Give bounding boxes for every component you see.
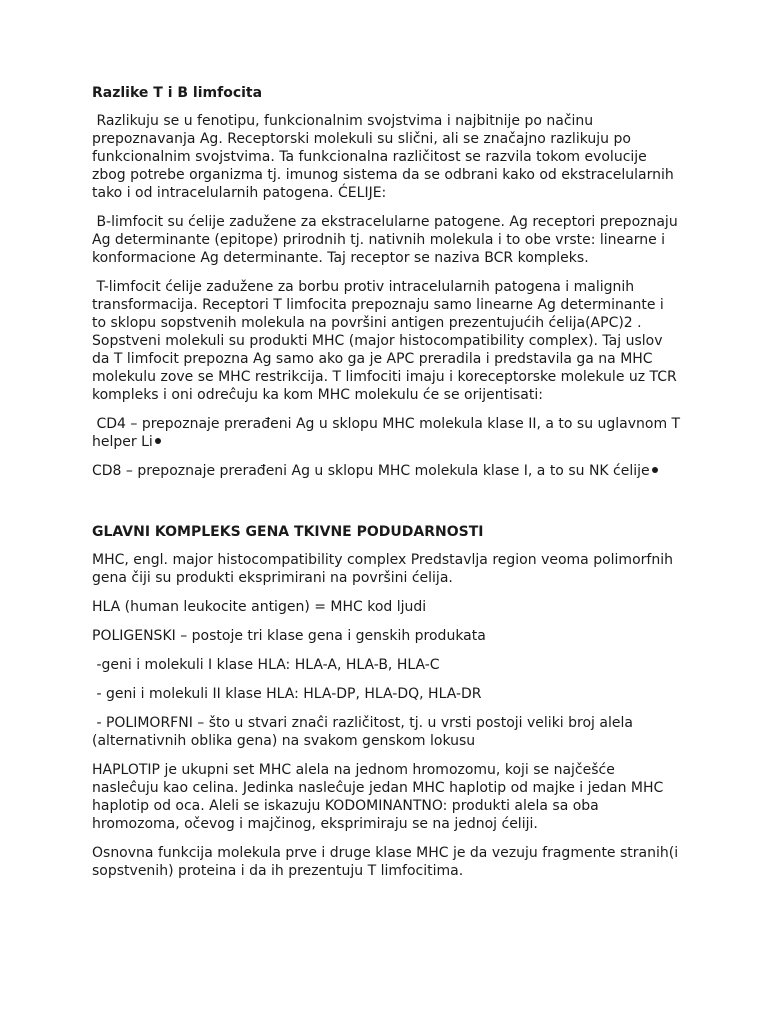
paragraph-intro: Razlikuju se u fenotipu, funkcionalnim svojstvima i najbitnije po načinu prepoznavanja Ag. Receptorski molekuli su slični, ali se značajno razlikuju po funkcionalnim svojstvima. Ta funkcionalna različitost se razvila tokom evolucije zbog potrebe organizma tj. imunog sistema da se odbrani kako od ekstracelularnih tako i od intracelularnih patogena. ĆELIJE: [92,113,679,201]
paragraph-function: Osnovna funkcija molekula prve i druge klase MHC je da vezuju fragmente stranih(i sopstvenih) proteina i da ih prezentuju T limfocitima. [92,845,683,879]
paragraph-mhc-definition: MHC, engl. major histocompatibility complex Predstavlja region veoma polimorfnih gena čiji su produkti eksprimirani na površini ćelija. [92,552,678,586]
paragraph-class-two: - geni i molekuli II klase HLA: HLA-DP, HLA-DQ, HLA-DR [92,686,482,702]
paragraph-class-one: -geni i molekuli I klase HLA: HLA-A, HLA-B, HLA-C [92,657,440,673]
paragraph-cd8 [92,462,682,480]
paragraph-t-lymphocyte: T-limfocit ćelije zadužene za borbu protiv intracelularnih patogena i malignih transformacija. Receptori T limfocita prepoznaju samo linearne Ag determinante i to sklopu sopstvenih molekula na površini antigen prezentujućih ćelija(APC)2 . Sopstveni molekuli su produkti MHC (major histocompatibility complex). Taj uslov da T limfocit prepozna Ag samo ako ga je APC preradila i predstavila ga na MHC molekulu zove se MHC restrikcija. T limfociti imaju i koreceptorske molekule uz TCR kompleks i oni odreĉuju ka kom MHC molekulu će se orijentisati: [92,279,682,403]
paragraph-b-lymphocyte: B-limfocit su ćelije zadužene za ekstracelularne patogene. Ag receptori prepoznaju Ag determinante (epitope) prirodnih tj. nativnih molekula i to obe vrste: linearne i konformacione Ag determinante. Taj receptor se naziva BCR kompleks. [92,214,683,266]
paragraph-cd4 [92,415,685,451]
section-title-mhc: GLAVNI KOMPLEKS GENA TKIVNE PODUDARNOSTI [92,524,484,540]
cd8-text: CD8 – prepoznaje prerađeni Ag u sklopu MHC molekula klase I, a to su NK ćelije [92,463,650,479]
section-spacer [92,491,682,523]
paragraph-hla: HLA (human leukocite antigen) = MHC kod ljudi [92,599,427,615]
document-page [92,84,685,891]
paragraph-poligenski: POLIGENSKI – postoje tri klase gena i genskih produkata [92,628,486,644]
bullet-icon [652,467,658,473]
bullet-icon [155,438,161,444]
paragraph-haplotip: HAPLOTIP je ukupni set MHC alela na jednom hromozomu, koji se najčešće nasleĉuju kao celina. Jedinka nasleĉuje jedan MHC haplotip od majke i jedan MHC haplotip od oca. Aleli se iskazuju KODOMINANTNO: produkti alela sa oba hromozoma, očevog i majčinog, eksprimiraju se na jednoj ćeliji. [92,762,668,832]
section-title-lymphocytes: Razlike T i B limfocita [92,85,263,101]
cd4-text: CD4 – prepoznaje prerađeni Ag u sklopu MHC molekula klase II, a to su uglavnom T helper Li [92,416,685,450]
paragraph-polimorfni: - POLIMORFNI – što u stvari znaĉi različitost, tj. u vrsti postoji veliki broj alela (alternativnih oblika gena) na svakom genskom lokusu [92,715,638,749]
